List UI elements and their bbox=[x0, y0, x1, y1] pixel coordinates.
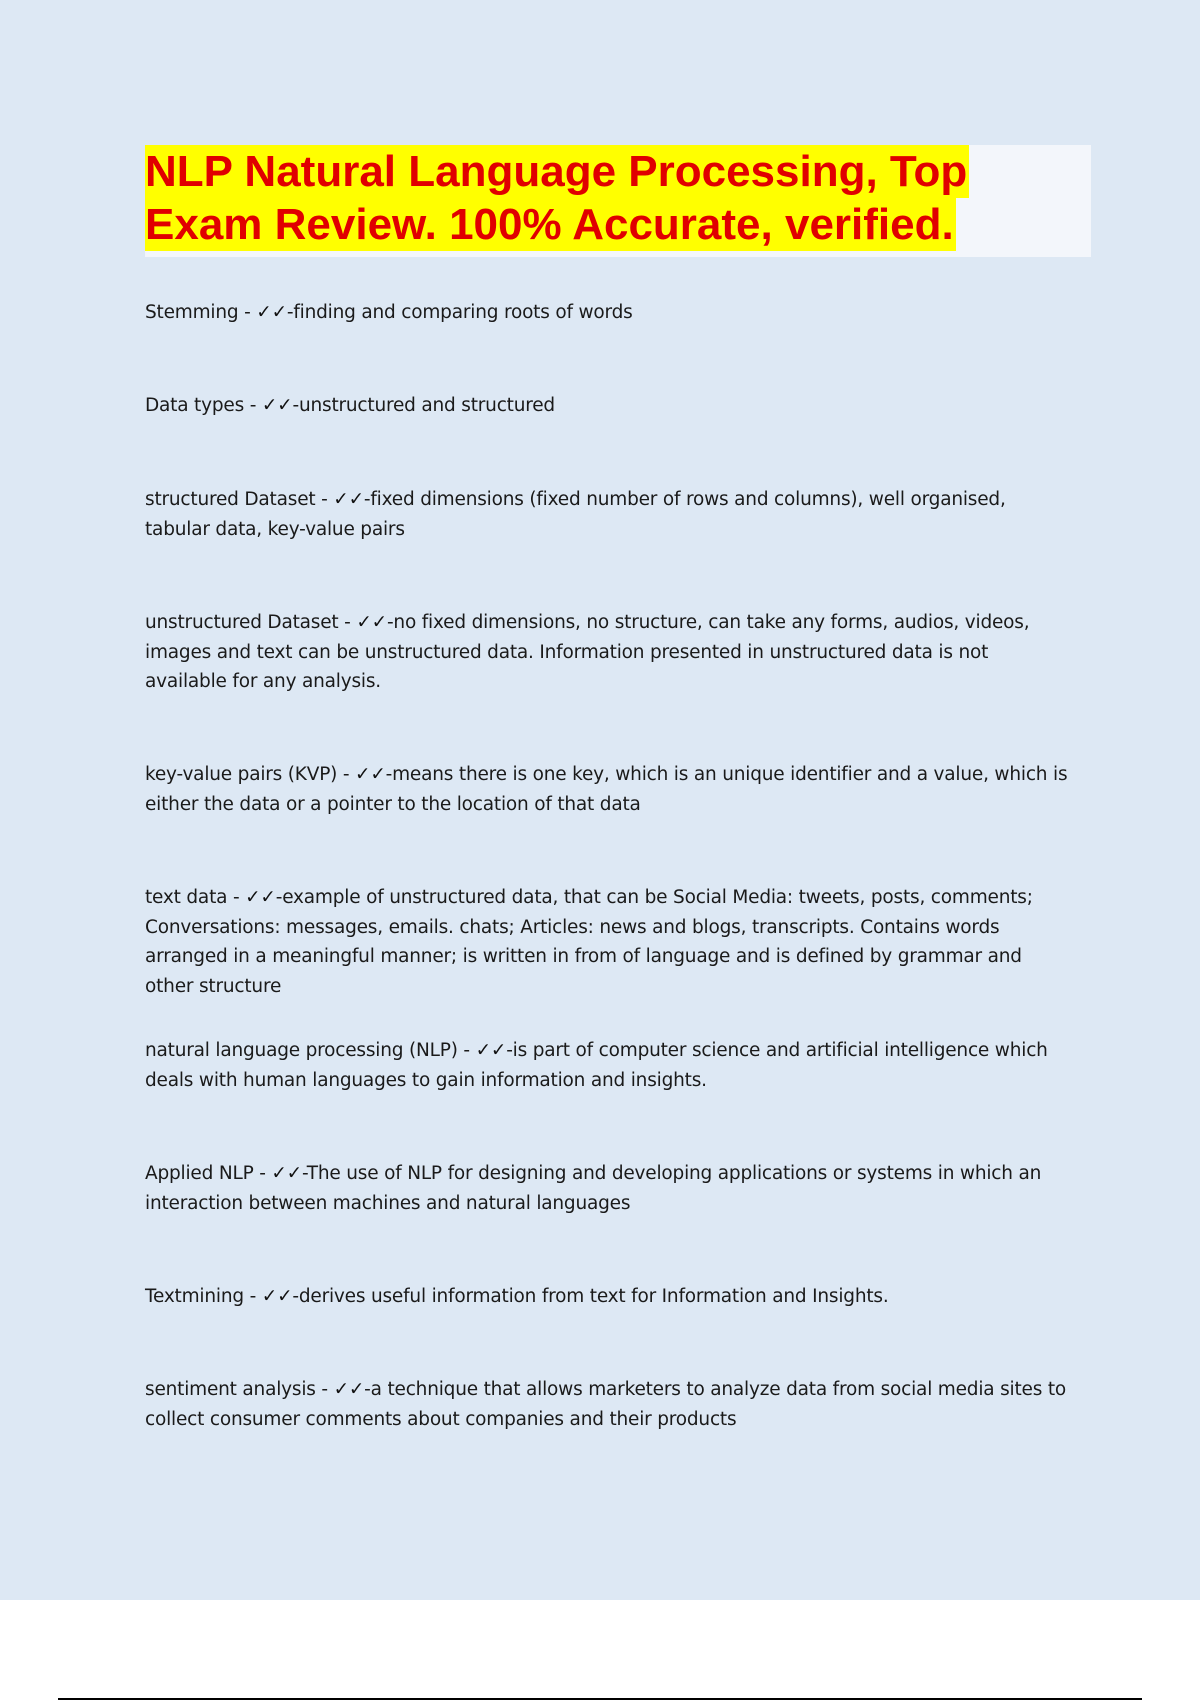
glossary-entry bbox=[145, 1036, 1075, 1095]
entry-definition: -unstructured and structured bbox=[292, 395, 555, 416]
entry-separator: - bbox=[457, 1040, 476, 1061]
entry-term: Data types bbox=[145, 395, 245, 416]
title-line-2: Exam Review. 100% Accurate, verified. bbox=[145, 200, 954, 249]
entry-separator: - bbox=[244, 395, 262, 416]
entry-definition: -finding and comparing roots of words bbox=[286, 302, 633, 323]
entry-term: unstructured Dataset bbox=[145, 612, 339, 633]
title-line-1: NLP Natural Language Processing, Top bbox=[145, 147, 968, 196]
check-mark-icon: ✓✓ bbox=[333, 489, 364, 510]
entry-term: Stemming bbox=[145, 302, 239, 323]
entry-definition: -is part of computer science and artificial intelligence which deals with human languages to gain information and insights. bbox=[145, 1040, 1048, 1091]
check-mark-icon: ✓✓ bbox=[355, 764, 386, 785]
glossary-entry bbox=[145, 1375, 1075, 1434]
glossary-entry bbox=[145, 760, 1075, 819]
glossary-entry bbox=[145, 485, 1075, 544]
entry-term: Applied NLP bbox=[145, 1163, 254, 1184]
entry-term: sentiment analysis bbox=[145, 1379, 316, 1400]
entry-definition: -derives useful information from text for Information and Insights. bbox=[292, 1286, 889, 1307]
entry-separator: - bbox=[337, 764, 356, 785]
entry-separator: - bbox=[315, 1379, 334, 1400]
glossary-entry bbox=[145, 608, 1075, 697]
entry-term: Textmining bbox=[145, 1286, 244, 1307]
glossary-entry bbox=[145, 1282, 889, 1312]
glossary-entry bbox=[145, 883, 1075, 1001]
entry-term: natural language processing (NLP) bbox=[145, 1040, 458, 1061]
entry-definition: -no fixed dimensions, no structure, can take any forms, audios, videos, images and text can be unstructured data. Information presented in unstructured data is not available for any analysis. bbox=[145, 612, 1030, 692]
entry-definition: -a technique that allows marketers to analyze data from social media sites to collect consumer comments about companies and their products bbox=[145, 1379, 1067, 1430]
entry-separator: - bbox=[243, 1286, 262, 1307]
check-mark-icon: ✓✓ bbox=[245, 887, 276, 908]
check-mark-icon: ✓✓ bbox=[261, 1286, 293, 1307]
entry-term: text data bbox=[145, 887, 228, 908]
glossary-entry bbox=[145, 298, 633, 328]
entry-definition: -means there is one key, which is an unique identifier and a value, which is either the data or a pointer to the location of that data bbox=[145, 764, 1068, 815]
entry-term: structured Dataset bbox=[145, 489, 316, 510]
entry-separator: - bbox=[315, 489, 334, 510]
entry-term: key-value pairs (KVP) bbox=[145, 764, 338, 785]
entry-definition: -The use of NLP for designing and developing applications or systems in which an interaction between machines and natural languages bbox=[145, 1163, 1042, 1214]
entry-separator: - bbox=[338, 612, 357, 633]
check-mark-icon: ✓✓ bbox=[333, 1379, 365, 1400]
glossary-entry bbox=[145, 1159, 1075, 1218]
document-title bbox=[145, 145, 1091, 251]
title-block bbox=[145, 145, 1091, 257]
check-mark-icon: ✓✓ bbox=[356, 612, 387, 633]
check-mark-icon: ✓✓ bbox=[271, 1163, 302, 1184]
check-mark-icon: ✓✓ bbox=[475, 1040, 507, 1061]
glossary-entry bbox=[145, 391, 555, 421]
check-mark-icon: ✓✓ bbox=[261, 395, 293, 416]
entry-definition: -example of unstructured data, that can be Social Media: tweets, posts, comments; Conversations: messages, emails. chats; Articles: news and blogs, transcripts. Contains words arranged in a meaningful manner; is written in from of language and is defined by grammar and other structure bbox=[145, 887, 1033, 997]
entry-separator: - bbox=[238, 302, 257, 323]
entry-definition: -fixed dimensions (fixed number of rows and columns), well organised, tabular data, key-value pairs bbox=[145, 489, 1006, 540]
entry-separator: - bbox=[227, 887, 246, 908]
check-mark-icon: ✓✓ bbox=[256, 302, 287, 323]
entry-separator: - bbox=[253, 1163, 272, 1184]
